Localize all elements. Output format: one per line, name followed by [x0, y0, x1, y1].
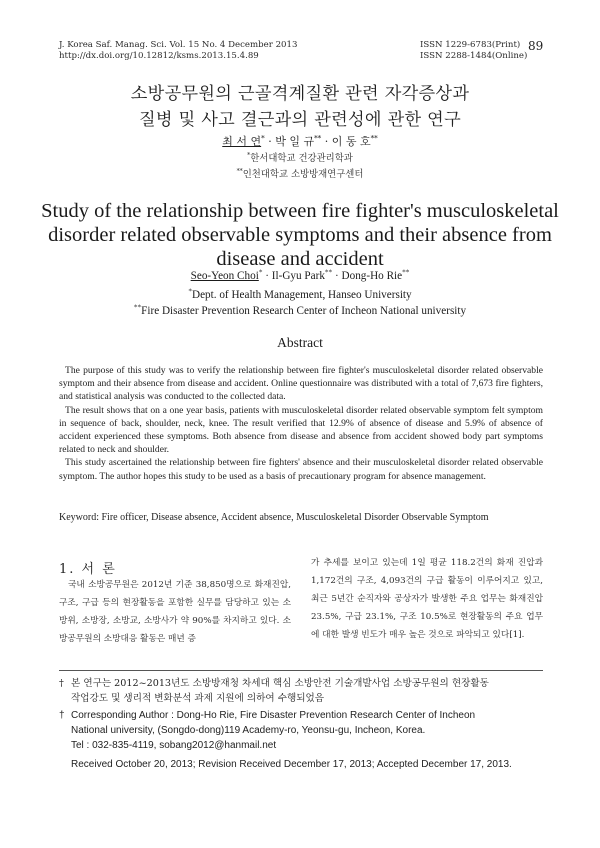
author-mark: ** — [370, 133, 378, 143]
english-affiliation-2 — [0, 304, 600, 319]
korean-affiliation-1 — [0, 151, 600, 166]
author-separator: · — [268, 135, 272, 148]
body-column-left — [59, 576, 291, 648]
journal-citation: J. Korea Saf. Manag. Sci. Vol. 15 No. 4 December 2013 — [59, 40, 298, 50]
corresponding-text-2: National university, (Songdo-dong)119 Academy-ro, Yeonsu-gu, Incheon, Korea. — [71, 725, 426, 736]
author-mark: ** — [324, 268, 333, 277]
korean-title-line1: 소방공무원의 근골격계질환 관련 자각증상과 — [130, 84, 470, 104]
body-column-right — [311, 554, 543, 644]
author-separator: · — [324, 135, 329, 148]
issn-online: ISSN 2288-1484(Online) — [420, 51, 528, 61]
author-mark: * — [261, 133, 265, 143]
korean-author-2: 박 일 규 — [275, 135, 315, 148]
dagger-mark: † — [59, 710, 65, 721]
received-dates: Received October 20, 2013; Revision Received December 17, 2013; Accepted December 17, 2013. — [71, 759, 512, 770]
doi-link[interactable]: http://dx.doi.org/10.12812/ksms.2013.15.4.89 — [59, 51, 259, 61]
english-author-1: Seo-Yeon Choi — [190, 270, 259, 282]
author-separator: · — [334, 270, 339, 282]
english-author-3: Dong-Ho Rie — [341, 270, 403, 282]
affiliation-text: Fire Disaster Prevention Research Center of Incheon National university — [141, 305, 467, 317]
author-mark: * — [258, 268, 263, 277]
affiliation-text: 한서대학교 건강관리학과 — [250, 153, 353, 164]
abstract-paragraph-1: The purpose of this study was to verify the relationship between fire fighter's musculoskeletal disorder related observable symptom and their absence from disease and accident. Online questionnaire was distributed with a total of 7,673 fire fighters, and statistical analysis was conducted to the collected data. — [59, 365, 543, 403]
footnotes — [59, 676, 543, 772]
corresponding-author — [59, 708, 543, 723]
footnote-divider — [59, 670, 543, 671]
english-title-line2: disorder related observable symptoms and their absence from — [48, 224, 552, 246]
english-affiliation-1 — [0, 288, 600, 303]
abstract-body — [59, 364, 543, 483]
dagger-mark: † — [59, 678, 64, 689]
corresponding-text-1: Corresponding Author : Dong-Ho Rie, Fire Disaster Prevention Research Center of Incheon — [71, 710, 476, 721]
korean-author-1: 최 서 연 — [222, 135, 262, 148]
corresponding-contact: Tel : 032-835-4119, sobang2012@hanmail.net — [71, 740, 277, 751]
funding-text-2: 작업강도 및 생리적 변화분석 과제 지원에 의하여 수행되었음 — [71, 693, 325, 704]
issn-print: ISSN 1229-6783(Print) — [420, 40, 521, 50]
korean-author-3: 이 동 호 — [331, 135, 371, 148]
page-number: 89 — [528, 39, 544, 53]
abstract-paragraph-2: The result shows that on a one year basis, patients with musculoskeletal disorder related observable symptom felt symptom in sequence of back, shoulder, neck, knee. The result verified that 12.9% of absence of disease and 5.9% of absence of accident experienced these symptoms. Both absence from disease and absence from accident showed body part symptoms related to neck and shoulder. — [59, 404, 543, 456]
author-separator: · — [265, 270, 269, 282]
author-mark: ** — [402, 268, 410, 277]
affiliation-text: Dept. of Health Management, Hanseo University — [191, 289, 412, 301]
english-authors — [0, 269, 600, 284]
funding-text-1: 본 연구는 2012~2013년도 소방방재청 차세대 핵심 소방안전 기술개발사업 소방공무원의 현장활동 — [71, 678, 489, 689]
korean-authors — [0, 134, 600, 149]
keywords: Keyword: Fire officer, Disease absence, Accident absence, Musculoskeletal Disorder Observable Symptom — [59, 512, 489, 523]
affiliation-text: 인천대학교 소방방재연구센터 — [242, 169, 364, 180]
section-heading: 1. 서 론 — [59, 562, 117, 577]
affiliation-mark: ** — [236, 167, 243, 175]
funding-note — [59, 676, 543, 691]
korean-title-line2: 질병 및 사고 결근과의 관련성에 관한 연구 — [139, 110, 461, 130]
author-mark: ** — [314, 133, 322, 143]
affiliation-mark: * — [247, 151, 251, 159]
english-title-line1: Study of the relationship between fire fighter's musculoskeletal — [41, 200, 559, 222]
english-author-2: Il-Gyu Park — [271, 270, 325, 282]
body-paragraph: 국내 소방공무원은 2012년 기준 38,850명으로 화재진압, 구조, 구급 등의 현장활동을 포함한 실무를 담당하고 있는 소방위, 소방장, 소방교, 소방사가 약 90%를 차지하고 있다. 소방공무원의 소방대응 활동은 매년 증 — [59, 580, 291, 644]
affiliation-mark: * — [188, 287, 192, 296]
affiliation-mark: ** — [133, 303, 142, 312]
english-title-line3: disease and accident — [216, 248, 384, 270]
body-paragraph: 가 추세를 보이고 있는데 1일 평균 118.2건의 화재 진압과 1,172건의 구조, 4,093건의 구급 활동이 이루어지고 있고, 최근 5년간 순직자와 공상자가 발생한 주요 업무는 화재진압 23.5%, 구급 23.1%, 구조 10.5%로 현장활동의 주요 업무에 대한 발생 빈도가 매우 높은 것으로 파악되고 있다[1]. — [311, 558, 543, 640]
abstract-paragraph-3: This study ascertained the relationship between fire fighters' absence and their musculoskeletal disorder related observable symptom. The author hopes this study to be used as a basis of precautionary program for absence management. — [59, 457, 543, 482]
abstract-heading: Abstract — [277, 335, 323, 350]
korean-affiliation-2 — [0, 167, 600, 182]
